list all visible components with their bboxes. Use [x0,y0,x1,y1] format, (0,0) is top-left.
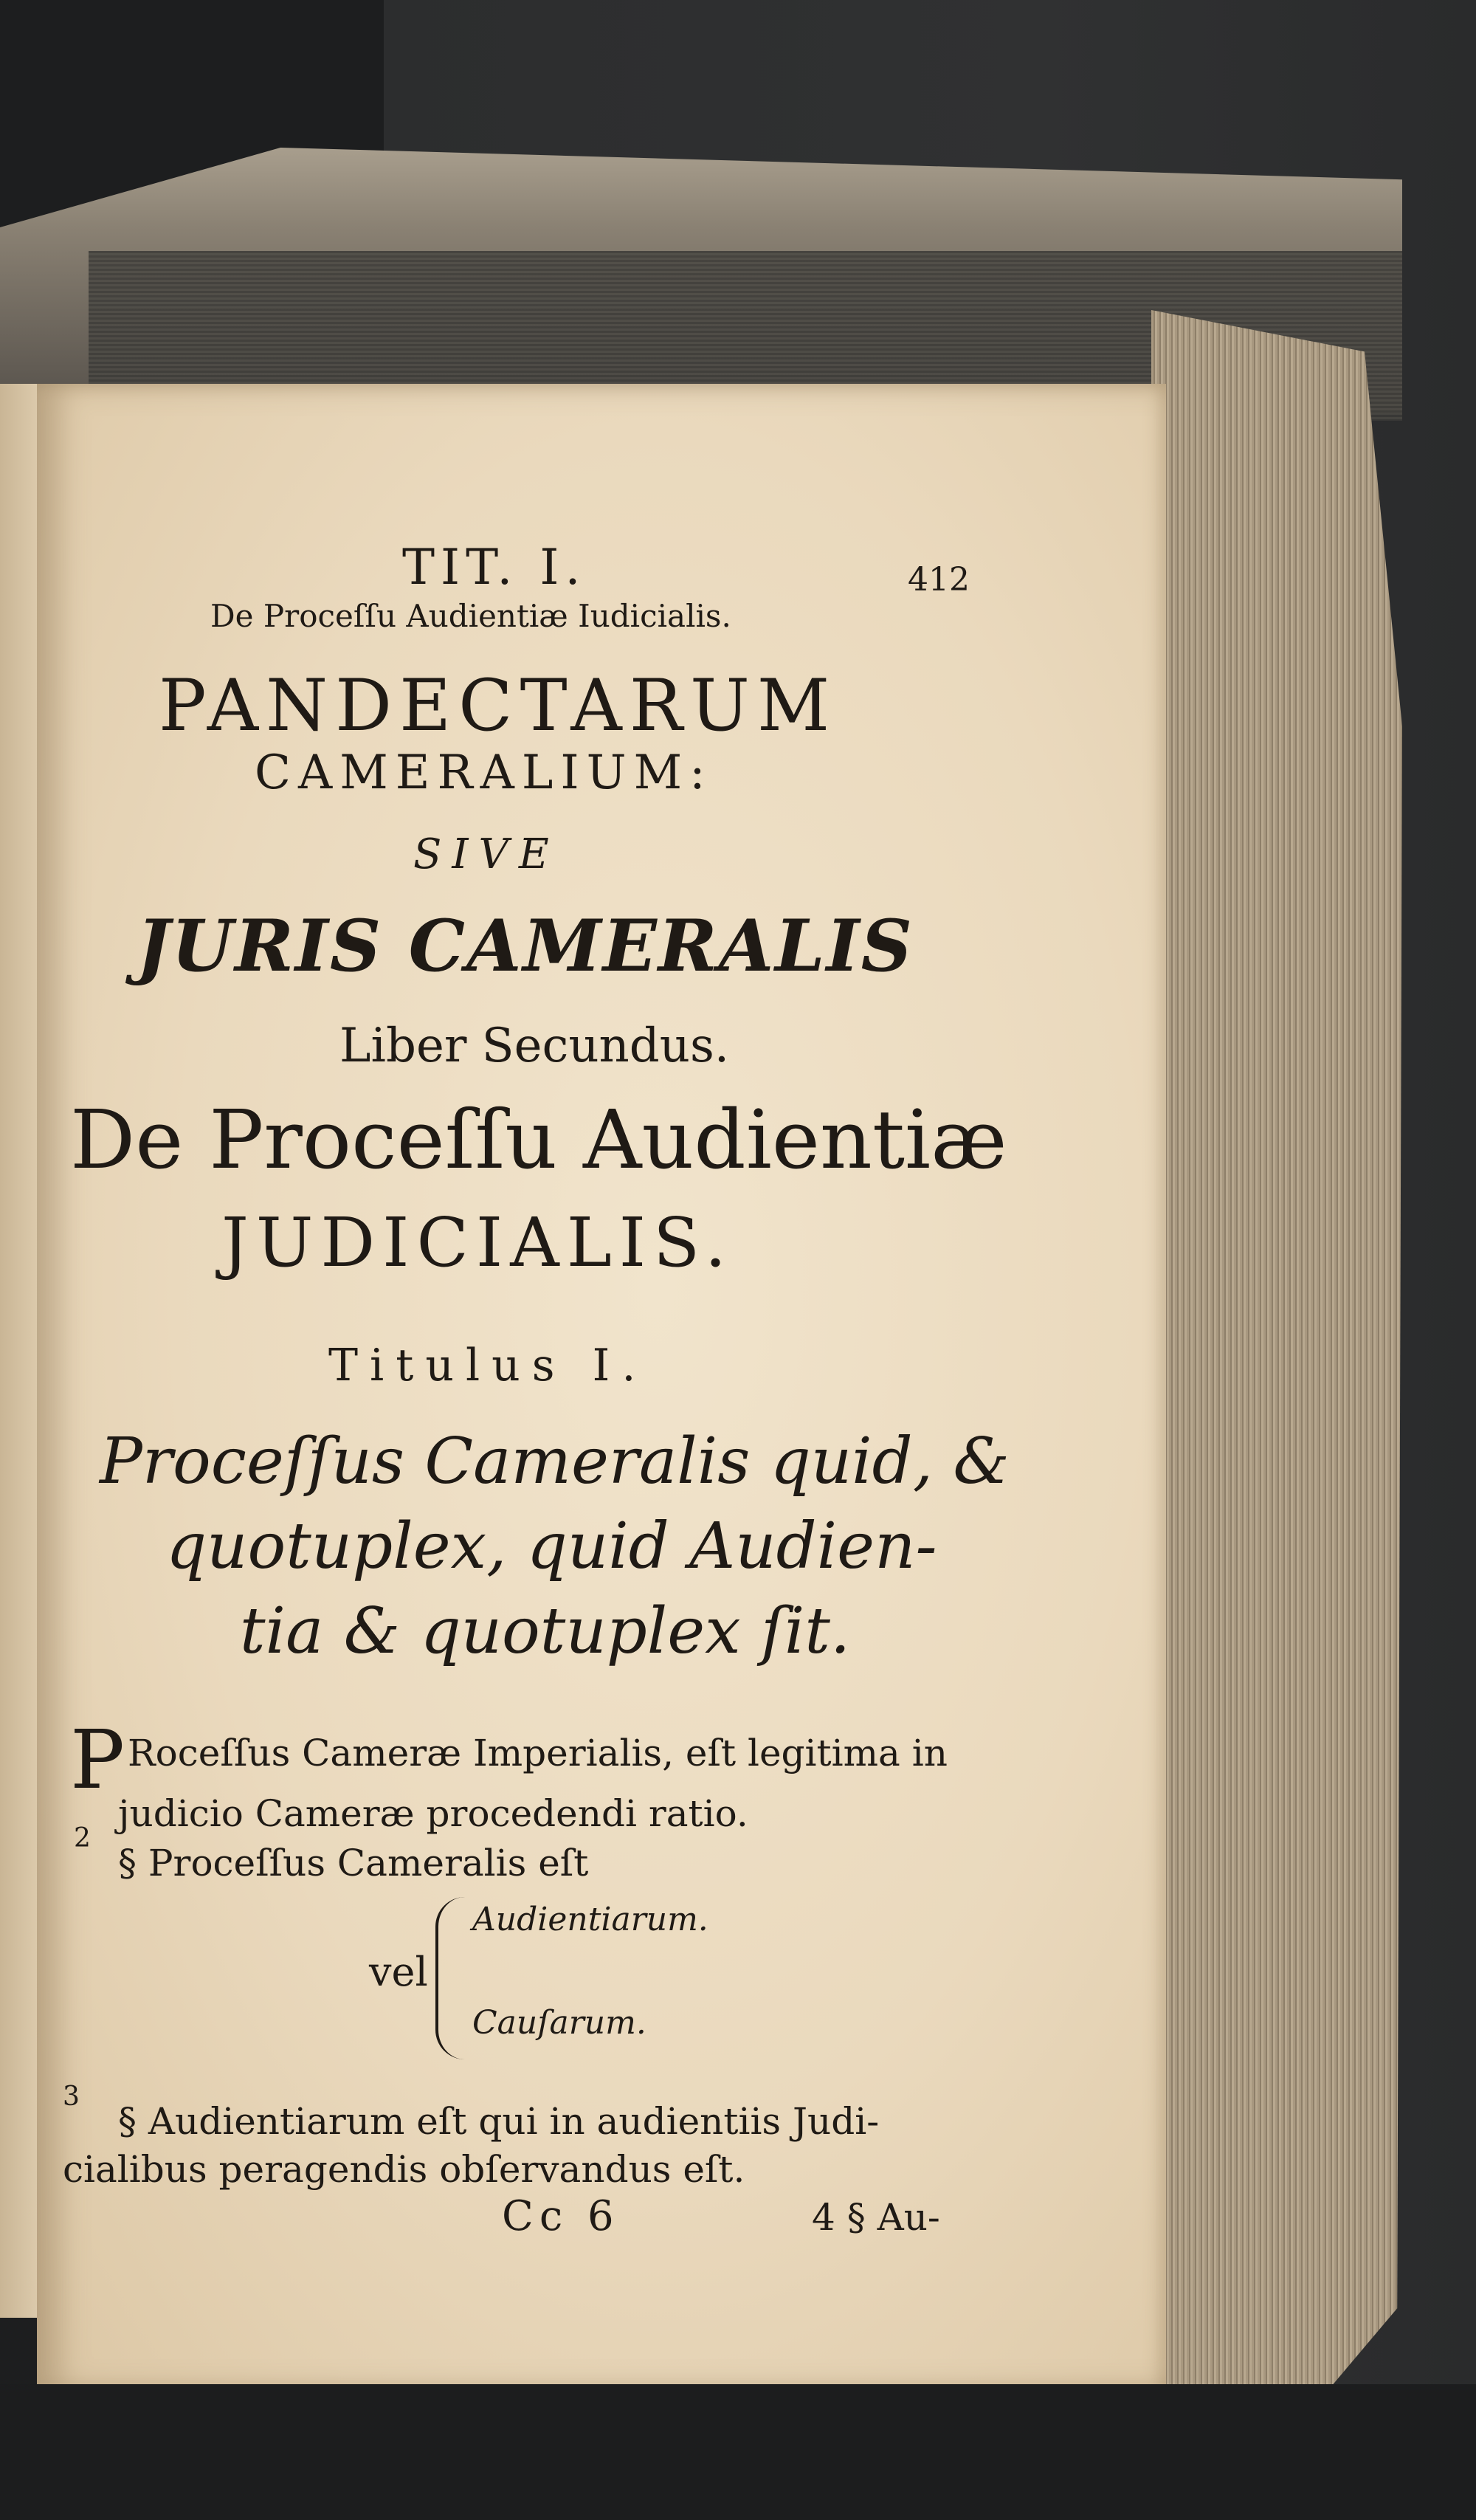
title-line: PANDECTARUM [159,664,838,747]
title-line: JUDICIALIS. [221,1203,734,1282]
margin-number: 3 [63,2082,80,2112]
brace-item: Audientiarum. [472,1901,708,1938]
body-text: Roceſſus Cameræ Imperialis, eſt legitima in [128,1732,948,1774]
drop-cap: P [70,1712,125,1807]
signature-mark: Cc 6 [502,2192,620,2240]
running-subtitle: De Proceſſu Audientiæ Iudicialis. [210,598,731,634]
section-heading-line: quotuplex, quid Audien- [166,1509,937,1583]
title-line: De Proceſſu Audientiæ [70,1092,1007,1187]
page-block-fore-edge [1151,310,1402,2392]
section-heading-line: tia & quotuplex ſit. [240,1594,851,1668]
bottom-background [0,2384,1476,2520]
brace-item: Cauſarum. [472,2004,646,2042]
page-number: 412 [908,561,970,599]
body-line: § Proceſſus Cameralis eſt [118,1842,589,1884]
title-line: JURIS CAMERALIS [137,904,914,988]
margin-number: 2 [74,1823,91,1853]
body-line: cialibus peragendis obſervandus eſt. [63,2148,745,2191]
curly-brace-icon [435,1897,475,2059]
body-line: § Audientiarum eſt qui in audientiis Judi- [118,2100,880,2143]
title-line: Titulus I. [328,1340,648,1391]
running-head: TIT. I. [402,539,587,596]
title-line: SIVE [413,830,559,878]
title-line: CAMERALIUM: [255,746,713,800]
section-heading-line: Proceſſus Cameralis quid, & [100,1425,1010,1498]
title-line: Liber Secundus. [339,1019,730,1073]
catchword: 4 § Au- [812,2196,940,2239]
vel-label: vel [369,1949,428,1995]
body-line: judicio Cameræ procedendi ratio. [118,1792,748,1835]
